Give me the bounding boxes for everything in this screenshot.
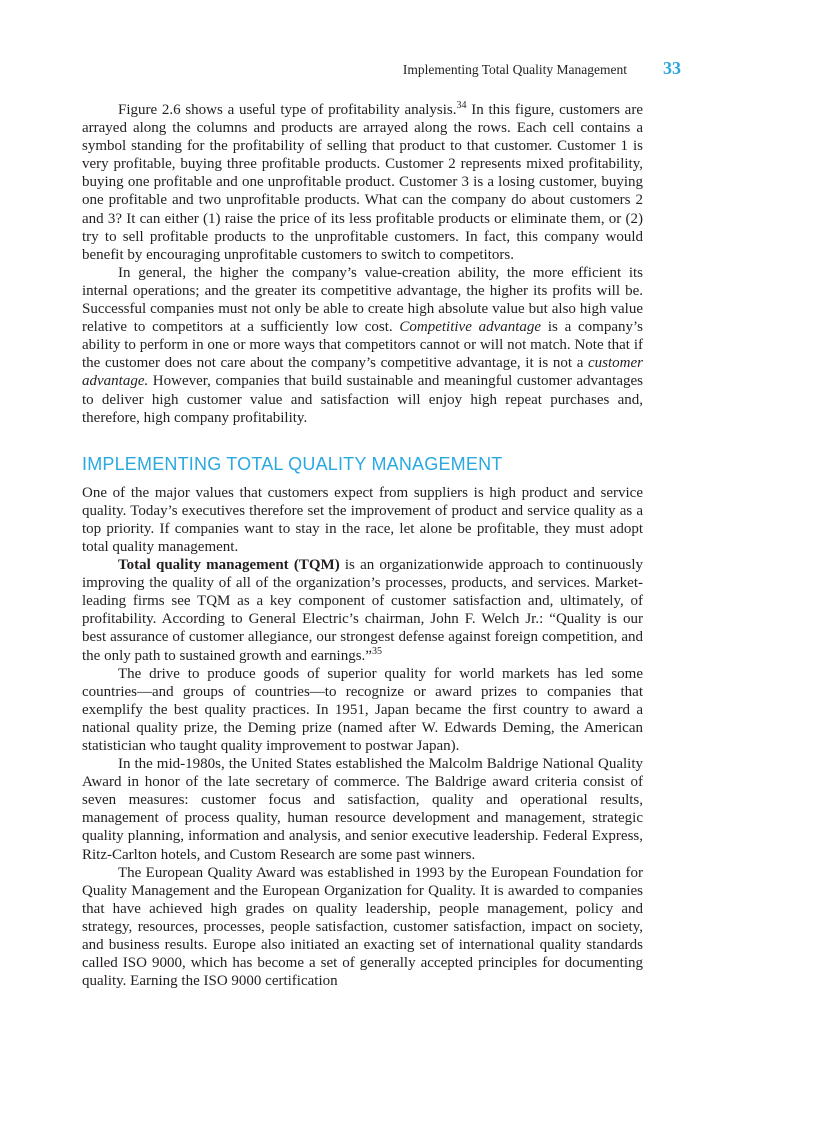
running-title: Implementing Total Quality Management [402,62,627,77]
paragraph-tqm-definition [82,556,643,665]
paragraph-text: In general, the higher the company’s value-creation ability, the more efficient its internal operations; and the greater its competitive advantage, the higher its profits will be. Successful companies must not only be able to create high absolute value but also high value relative to competitors at a sufficiently low cost. [82,264,643,336]
paragraph-quality-priority: One of the major values that customers expect from suppliers is high product and service quality. Today’s executives therefore set the improvement of product and service quality as a top priority. If companies want to stay in the race, let alone be profitable, they must adopt total quality management. [82,484,643,555]
section-heading: IMPLEMENTING TOTAL QUALITY MANAGEMENT [82,453,503,474]
italic-term-competitive-advantage: Competitive advantage [399,319,542,336]
running-head [82,60,682,80]
paragraph-competitive-advantage [82,264,643,427]
paragraph-text: is a company’s ability to perform in one or more ways that competitors cannot or will not match. Note that if the customer does not care about the company’s competitive advantage, it is not a [82,319,643,372]
paragraph-european-quality-award: The European Quality Award was established in 1993 by the European Foundation for Quality Management and the European Organization for Quality. It is awarded to companies that have achieved high grades on quality leadership, people management, policy and strategy, resources, processes, people satisfaction, customer satisfaction, impact on society, and business results. Europe also initiated an exacting set of international quality standards called ISO 9000, which has become a set of generally accepted principles for documenting quality. Earning the ISO 9000 certification [82,864,643,990]
page-body [82,101,643,990]
paragraph-text: In this figure, customers are arrayed along the columns and products are arrayed along the rows. Each cell contains a symbol standing for the profitability of selling that product to that customer. Customer 1 is very profitable, buying three profitable products. Customer 2 represents mixed profitability, buying one profitable and one unprofitable product. Customer 3 is a losing customer, buying one profitable and two unprofitable products. What can the company do about customers 2 and 3? It can either (1) raise the price of its less profitable products or eliminate them, or (2) try to sell profitable products to the unprofitable customers. In fact, this company would benefit by encouraging unprofitable customers to switch to competitors. [82,102,643,263]
paragraph-profitability-analysis [82,101,643,264]
italic-term-customer-advantage: customer advantage. [82,355,643,390]
paragraph-text: Figure 2.6 shows a useful type of profitability analysis. [118,102,457,118]
footnote-ref-34: 34 [456,100,467,111]
paragraph-deming-prize: The drive to produce goods of superior quality for world markets has led some countries—and groups of countries—to recognize or award prizes to companies that exemplify the best quality practices. In 1951, Japan became the first country to award a national quality prize, the Deming prize (named after W. Edwards Deming, the American statistician who taught quality improvement to postwar Japan). [82,665,643,754]
paragraph-text: is an organizationwide approach to continuously improving the quality of all of the organization’s processes, products, and services. Market-leading firms see TQM as a key component of customer satisfaction and, ultimately, of profitability. According to General Electric’s chairman, John F. Welch Jr.: “Quality is our best assurance of customer allegiance, our strongest defense against foreign competition, and the only path to sustained growth and earnings.” [82,557,643,664]
page-number: 33 [663,58,681,78]
paragraph-baldrige-award: In the mid-1980s, the United States established the Malcolm Baldrige National Quality Award in honor of the late secretary of commerce. The Baldrige award criteria consist of seven measures: customer focus and satisfaction, quality and operational results, management of process quality, human resource development and management, strategic quality planning, information and analysis, and senior executive leadership. Federal Express, Ritz-Carlton hotels, and Custom Research are some past winners. [82,756,643,863]
paragraph-text: However, companies that build sustainable and meaningful customer advantages to deliver high customer value and satisfaction will enjoy high repeat purchases and, therefore, high company profitability. [82,373,643,426]
footnote-ref-35: 35 [371,645,382,657]
key-term-tqm: Total quality management (TQM) [118,557,340,574]
